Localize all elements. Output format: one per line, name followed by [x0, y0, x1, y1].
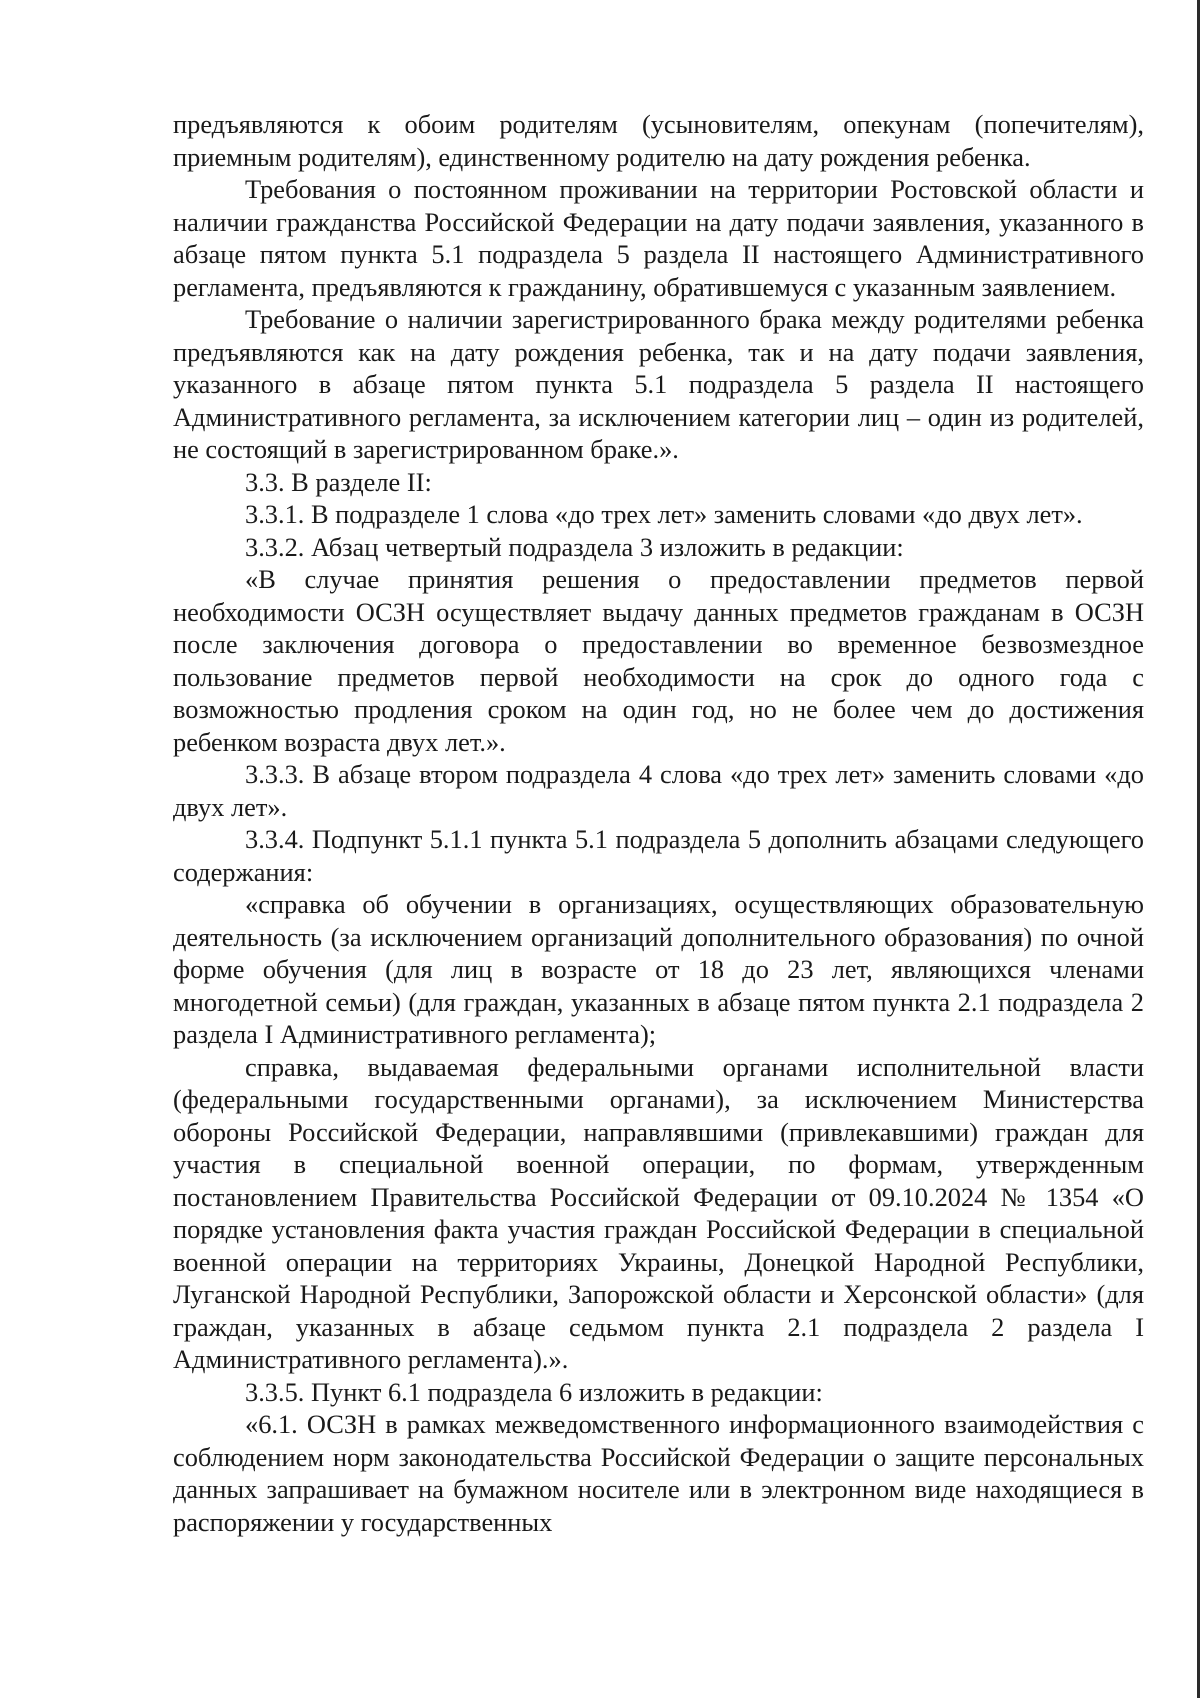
- paragraph: 3.3.3. В абзаце втором подраздела 4 слова «до трех лет» заменить словами «до двух лет».: [173, 759, 1144, 822]
- quoted-paragraph: справка, выдаваемая федеральными органами исполнительной власти (федеральными государственными органами), за исключением Министерства обороны Российской Федерации, направлявшими (привлекавшими) граждан для участия в специальной военной операции, по формам, утвержденным постановлением Правительства Российской Федерации от 09.10.2024 № 1354 «О порядке установления факта участия граждан Российской Федерации в специальной военной операции на территориях Украины, Донецкой Народной Республики, Луганской Народной Республики, Запорожской области и Херсонской области» (для граждан, указанных в абзаце седьмом пункта 2.1 подраздела 2 раздела I Административного регламента).».: [173, 1051, 1144, 1374]
- paragraph: предъявляются к обоим родителям (усыновителям, опекунам (попечителям), приемным родителям), единственному родителю на дату рождения ребенка.: [173, 109, 1144, 172]
- paragraph: 3.3.1. В подразделе 1 слова «до трех лет» заменить словами «до двух лет».: [245, 499, 1083, 529]
- document-body: [173, 108, 1144, 1538]
- quoted-paragraph: «6.1. ОСЗН в рамках межведомственного информационного взаимодействия с соблюдением норм законодательства Российской Федерации о защите персональных данных запрашивает на бумажном носителе или в электронном виде находящиеся в распоряжении у государственных: [173, 1409, 1144, 1537]
- paragraph: Требования о постоянном проживании на территории Ростовской области и наличии гражданства Российской Федерации на дату подачи заявления, указанного в абзаце пятом пункта 5.1 подраздела 5 раздела II настоящего Административного регламента, предъявляются к гражданину, обратившемуся с указанным заявлением.: [173, 174, 1144, 302]
- quoted-paragraph: «справка об обучении в организациях, осуществляющих образовательную деятельность (за исключением организаций дополнительного образования) по очной форме обучения (для лиц в возрасте от 18 до 23 лет, являющихся членами многодетной семьи) (для граждан, указанных в абзаце пятом пункта 2.1 подраздела 2 раздела I Административного регламента);: [173, 889, 1144, 1049]
- paragraph: 3.3.5. Пункт 6.1 подраздела 6 изложить в редакции:: [245, 1376, 823, 1407]
- paragraph: 3.3.2. Абзац четвертый подраздела 3 изложить в редакции:: [245, 531, 904, 562]
- quoted-paragraph: «В случае принятия решения о предоставлении предметов первой необходимости ОСЗН осуществляет выдачу данных предметов гражданам в ОСЗН после заключения договора о предоставлении во временное безвозмездное пользование предметов первой необходимости на срок до одного года с возможностью продления сроком на один год, но не более чем до достижения ребенком возраста двух лет.».: [173, 564, 1144, 757]
- paragraph: Требование о наличии зарегистрированного брака между родителями ребенка предъявляются как на дату рождения ребенка, так и на дату подачи заявления, указанного в абзаце пятом пункта 5.1 подраздела 5 раздела II настоящего Административного регламента, за исключением категории лиц – один из родителей, не состоящий в зарегистрированном браке.».: [173, 304, 1144, 464]
- section-heading: 3.3. В разделе II:: [245, 466, 432, 497]
- paragraph: 3.3.4. Подпункт 5.1.1 пункта 5.1 подраздела 5 дополнить абзацами следующего содержания:: [173, 824, 1144, 887]
